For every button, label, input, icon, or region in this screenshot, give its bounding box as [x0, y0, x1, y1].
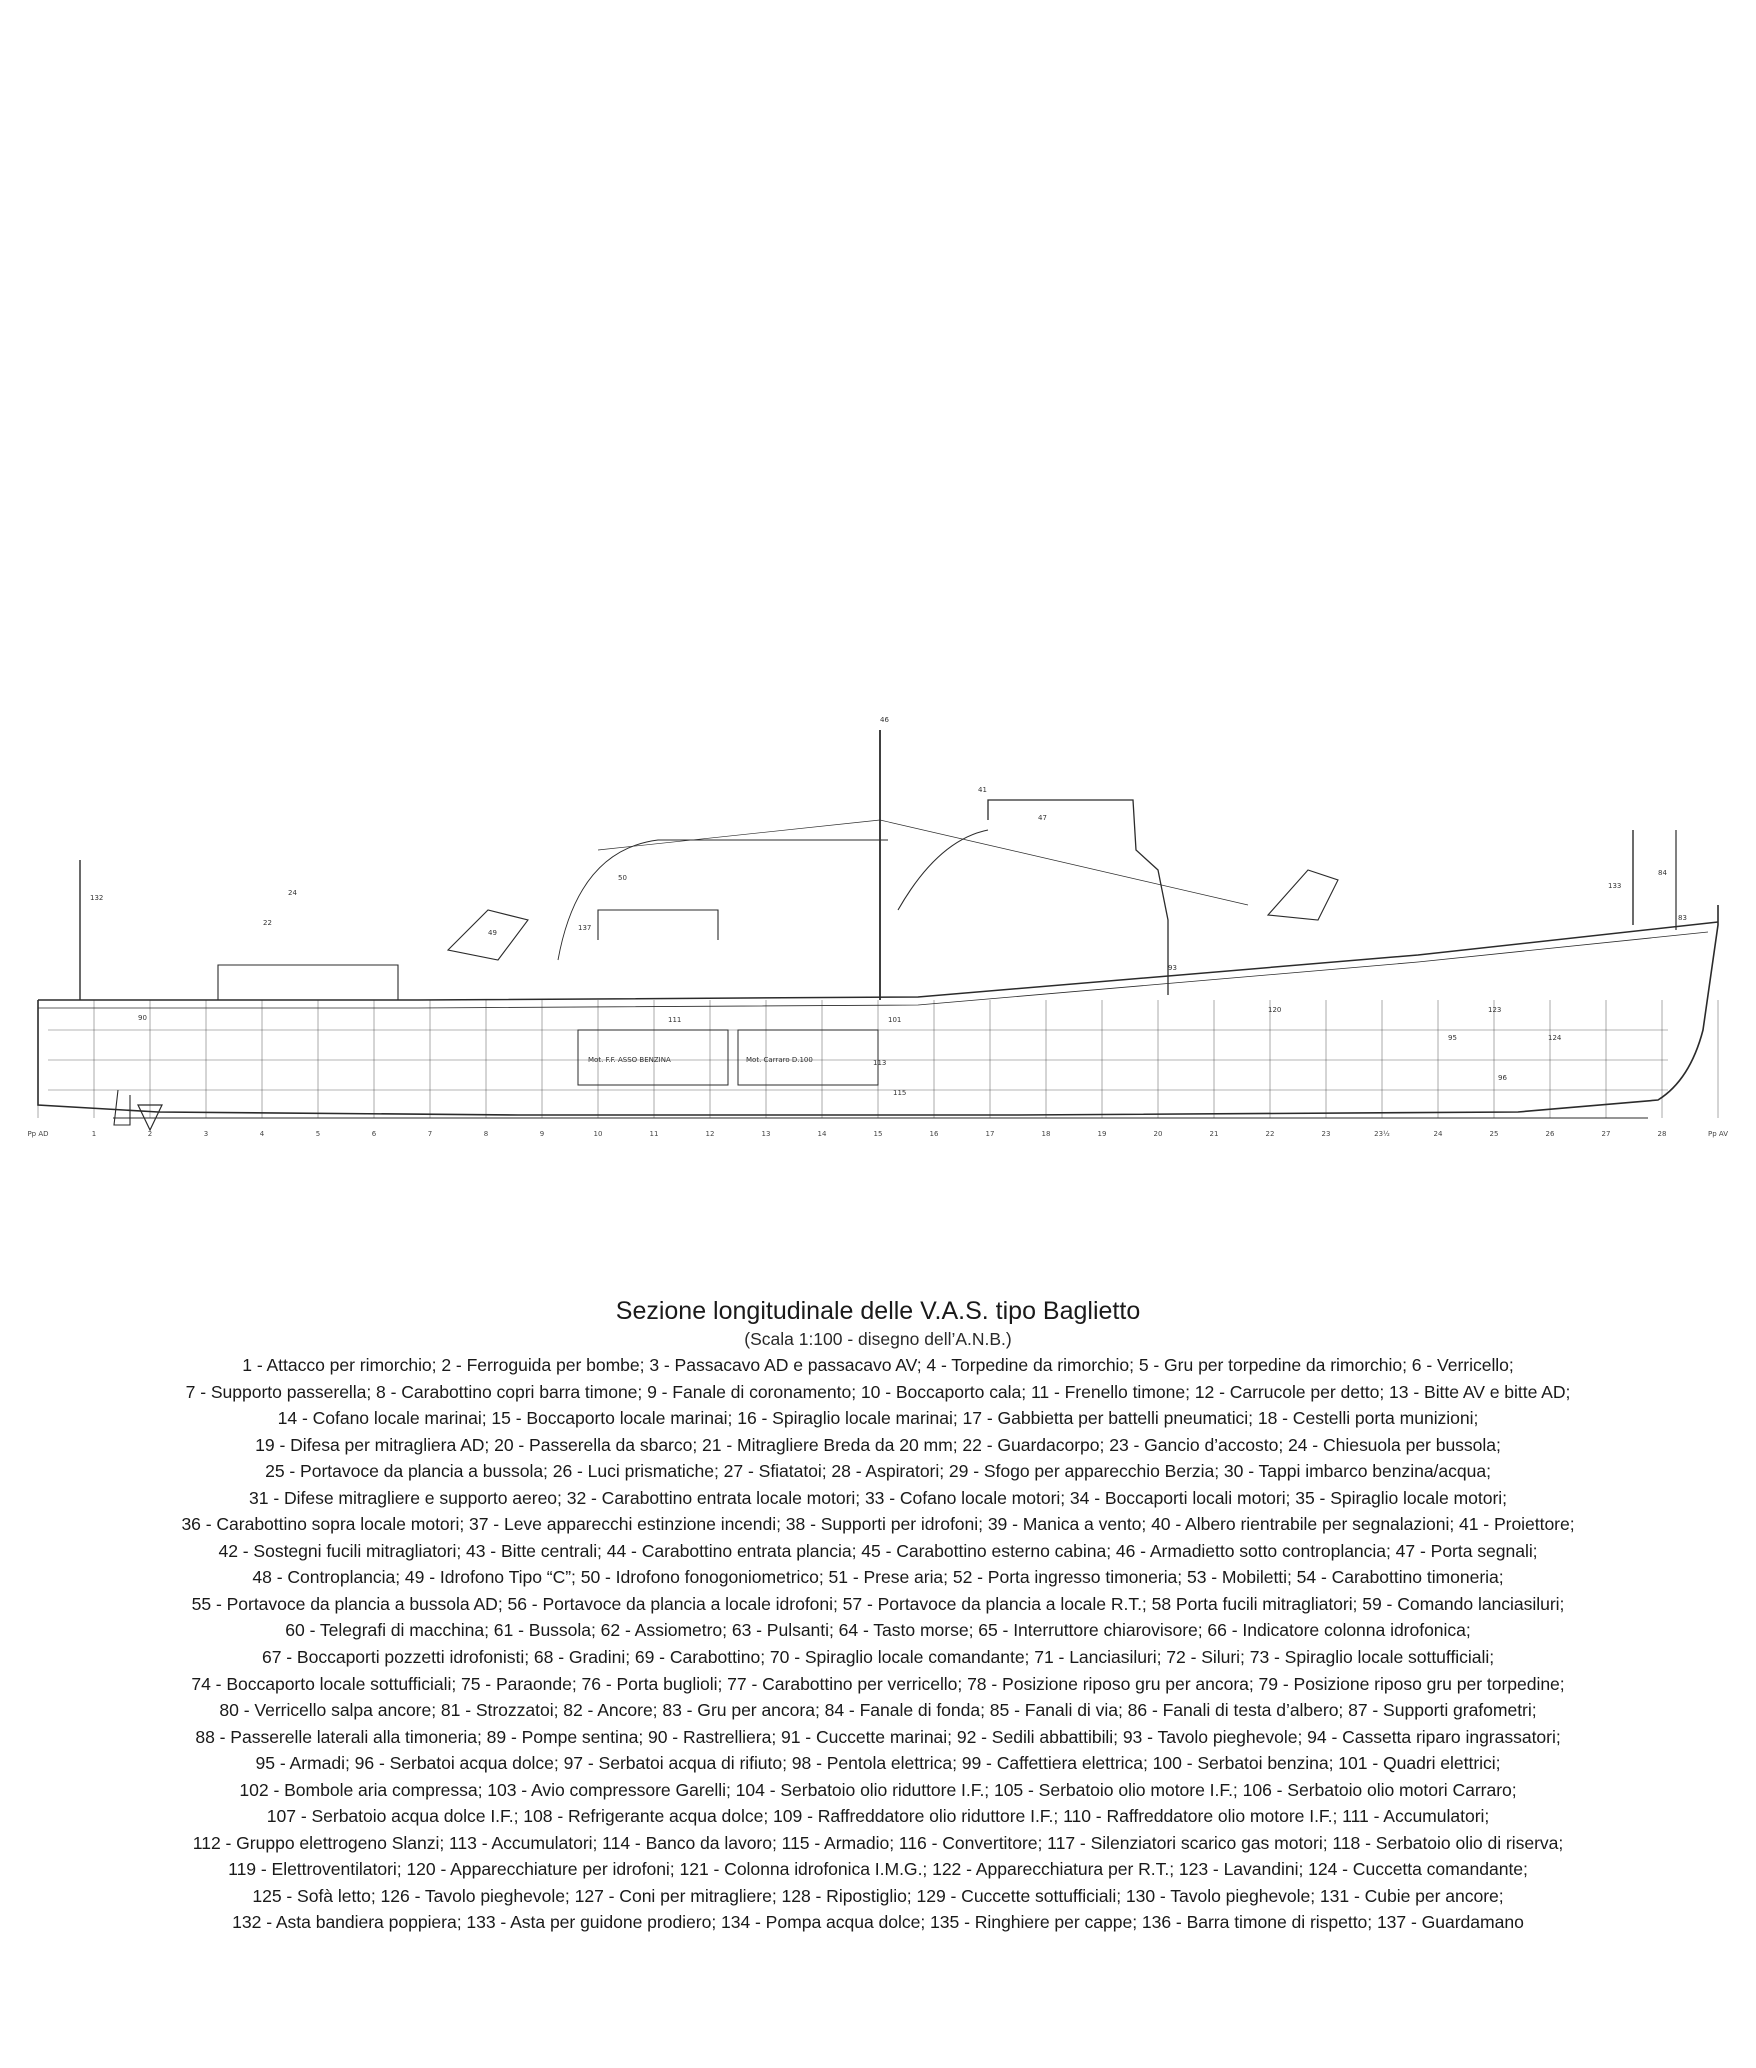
legend-line: 67 - Boccaporti pozzetti idrofonisti; 68 - Gradini; 69 - Carabottino; 70 - Spiraglio locale comandante; 71 - Lanciasiluri; 72 - Siluri; 73 - Spiraglio locale sottufficiali; [261, 1647, 1495, 1668]
legend-line: 36 - Carabottino sopra locale motori; 37 - Leve apparecchi estinzione incendi; 38 - Supporti per idrofoni; 39 - Manica a vento; 40 - Albero rientrabile per segnalazioni; 41 - Proiettore; [181, 1514, 1575, 1535]
callout-number: 133 [1608, 882, 1622, 890]
fore-gun-mount [1268, 870, 1338, 920]
frame-label: 22 [1265, 1130, 1275, 1138]
frame-label: 25 [1489, 1130, 1499, 1138]
diagram-title: Sezione longitudinale delle V.A.S. tipo Baglietto [615, 1297, 1141, 1325]
legend-line: 107 - Serbatoio acqua dolce I.F.; 108 - Refrigerante acqua dolce; 109 - Raffreddatore olio riduttore I.F.; 110 - Raffreddatore olio motore I.F.; 111 - Accumulatori; [266, 1806, 1490, 1827]
legend-line: 31 - Difese mitragliere e supporto aereo; 32 - Carabottino entrata locale motori; 33 - Cofano locale motori; 34 - Boccaporti locali motori; 35 - Spiraglio locale motori; [249, 1487, 1507, 1508]
frame-label: 17 [985, 1130, 995, 1138]
frame-label: 21 [1209, 1130, 1219, 1138]
frame-label: 16 [929, 1130, 939, 1138]
frame-label: Pp AV [1707, 1130, 1729, 1138]
frame-label: 18 [1041, 1130, 1051, 1138]
aft-cabin [218, 965, 398, 1000]
frame-label: 1 [91, 1130, 97, 1138]
frame-label: Pp AD [27, 1130, 49, 1138]
legend-line: 112 - Gruppo elettrogeno Slanzi; 113 - Accumulatori; 114 - Banco da lavoro; 115 - Armadio; 116 - Convertitore; 117 - Silenziatori scarico gas motori; 118 - Serbatoio olio di riserva; [192, 1832, 1564, 1853]
frame-label: 24 [1433, 1130, 1443, 1138]
frame-label: 20 [1153, 1130, 1163, 1138]
legend-line: 25 - Portavoce da plancia a bussola; 26 - Luci prismatiche; 27 - Sfiatatoi; 28 - Aspiratori; 29 - Sfogo per apparecchio Berzia; 30 - Tappi imbarco benzina/acqua; [265, 1461, 1491, 1482]
legend-line: 80 - Verricello salpa ancore; 81 - Strozzatoi; 82 - Ancore; 83 - Gru per ancora; 84 - Fanale di fonda; 85 - Fanali di via; 86 - Fanali di testa d’albero; 87 - Supporti grafometri; [219, 1700, 1537, 1721]
frame-label: 26 [1545, 1130, 1555, 1138]
frame-label: 8 [483, 1130, 489, 1138]
frame-label: 9 [539, 1130, 545, 1138]
callout-number: 24 [288, 889, 297, 897]
callout-number: 95 [1448, 1034, 1457, 1042]
legend-line: 55 - Portavoce da plancia a bussola AD; 56 - Portavoce da plancia a locale idrofoni; 57 - Portavoce da plancia a locale R.T.; 58 Porta fucili mitragliatori; 59 - Comando lanciasiluri; [191, 1593, 1565, 1614]
rudder [114, 1090, 130, 1125]
legend-line: 132 - Asta bandiera poppiera; 133 - Asta per guidone prodiero; 134 - Pompa acqua dolce; 135 - Ringhiere per cappe; 136 - Barra timone di rispetto; 137 - Guardamano [232, 1912, 1524, 1933]
stay-aft [598, 820, 880, 850]
legend-line: 119 - Elettroventilatori; 120 - Apparecchiature per idrofoni; 121 - Colonna idrofonica I.M.G.; 122 - Apparecchiatura per R.T.; 123 - Lavandini; 124 - Cuccetta comandante; [228, 1859, 1528, 1880]
legend-line: 125 - Sofà letto; 126 - Tavolo pieghevole; 127 - Coni per mitragliere; 128 - Ripostiglio; 129 - Cuccette sottufficiali; 130 - Tavolo pieghevole; 131 - Cubie per ancore; [252, 1885, 1504, 1906]
frame-label: 28 [1657, 1130, 1667, 1138]
legend-line: 1 - Attacco per rimorchio; 2 - Ferroguida per bombe; 3 - Passacavo AD e passacavo AV; 4 - Torpedine da rimorchio; 5 - Gru per torpedine da rimorchio; 6 - Verricello; [242, 1355, 1514, 1375]
engine-plate-label: Mot. Carraro D.100 [746, 1056, 813, 1064]
engine-plate-label: Mot. F.F. ASSO BENZINA [588, 1056, 671, 1064]
legend-line: 102 - Bombole aria compressa; 103 - Avio compressore Garelli; 104 - Serbatoio olio riduttore I.F.; 105 - Serbatoio olio motore I.F.; 106 - Serbatoio olio motori Carraro; [239, 1779, 1517, 1800]
caption-block [30, 1295, 1726, 1936]
stay-forward [880, 820, 1248, 905]
callout-number: 113 [873, 1059, 887, 1067]
deck-line [38, 922, 1718, 1000]
frame-label: 14 [817, 1130, 827, 1138]
callout-number: 137 [578, 924, 592, 932]
callout-labels [90, 716, 1687, 1097]
legend-line: 88 - Passerelle laterali alla timoneria; 89 - Pompe sentina; 90 - Rastrelliera; 91 - Cuccette marinai; 92 - Sedili abbattibili; 93 - Tavolo pieghevole; 94 - Cassetta riparo ingrassatori; [195, 1726, 1561, 1747]
legend-line: 74 - Boccaporto locale sottufficiali; 75 - Paraonde; 76 - Porta buglioli; 77 - Carabottino per verricello; 78 - Posizione riposo gru per ancora; 79 - Posizione riposo gru per torpedine; [191, 1673, 1565, 1694]
antenna-arc [558, 840, 888, 960]
frame-label: 7 [427, 1130, 433, 1138]
callout-number: 120 [1268, 1006, 1282, 1014]
callout-number: 46 [880, 716, 889, 724]
wheelhouse [988, 800, 1168, 995]
callout-number: 50 [618, 874, 627, 882]
callout-number: 115 [893, 1089, 907, 1097]
callout-number: 123 [1488, 1006, 1502, 1014]
legend-line: 95 - Armadi; 96 - Serbatoi acqua dolce; 97 - Serbatoi acqua di rifiuto; 98 - Pentola elettrica; 99 - Caffettiera elettrica; 100 - Serbatoi benzina; 101 - Quadri elettrici; [255, 1753, 1501, 1774]
frame-label: 3 [203, 1130, 209, 1138]
callout-number: 132 [90, 894, 104, 902]
callout-number: 41 [978, 786, 987, 794]
callout-number: 84 [1658, 869, 1667, 877]
frame-label: 10 [593, 1130, 603, 1138]
callout-number: 22 [263, 919, 272, 927]
callout-number: 90 [138, 1014, 147, 1022]
frame-label: 6 [371, 1130, 377, 1138]
callout-number: 49 [488, 929, 497, 937]
frame-label: 2 [147, 1130, 153, 1138]
frame-label: 15 [873, 1130, 883, 1138]
frame-label: 19 [1097, 1130, 1107, 1138]
legend-line: 7 - Supporto passerella; 8 - Carabottino copri barra timone; 9 - Fanale di coronamento; 10 - Boccaporto cala; 11 - Frenello timone; 12 - Carrucole per detto; 13 - Bitte AV e bitte AD; [185, 1381, 1571, 1402]
callout-number: 96 [1498, 1074, 1507, 1082]
callout-number: 111 [668, 1016, 682, 1024]
frame-label: 27 [1601, 1130, 1611, 1138]
callout-number: 101 [888, 1016, 902, 1024]
legend-line: 60 - Telegrafi di macchina; 61 - Bussola; 62 - Assiometro; 63 - Pulsanti; 64 - Tasto morse; 65 - Interruttore chiarovisore; 66 - Indicatore colonna idrofonica; [285, 1620, 1471, 1641]
frame-label: 11 [649, 1130, 659, 1138]
callout-number: 124 [1548, 1034, 1562, 1042]
callout-number: 83 [1678, 914, 1687, 922]
diagram-subtitle: (Scala 1:100 - disegno dell’A.N.B.) [744, 1329, 1012, 1349]
ship-longitudinal-section-drawing [18, 700, 1738, 1200]
legend-line: 19 - Difesa per mitragliera AD; 20 - Passerella da sbarco; 21 - Mitragliere Breda da 20 mm; 22 - Guardacorpo; 23 - Gancio d’accosto; 24 - Chiesuola per bussola; [255, 1434, 1501, 1455]
frame-label: 4 [259, 1130, 265, 1138]
cabin-top [598, 910, 718, 940]
legend [30, 1352, 1726, 1936]
callout-number: 93 [1168, 964, 1177, 972]
frame-label: 12 [705, 1130, 715, 1138]
frame-label: 5 [315, 1130, 321, 1138]
legend-line: 14 - Cofano locale marinai; 15 - Boccaporto locale marinai; 16 - Spiraglio locale marinai; 17 - Gabbietta per battelli pneumatici; 18 - Cestelli porta munizioni; [277, 1408, 1479, 1429]
legend-line: 42 - Sostegni fucili mitragliatori; 43 - Bitte centrali; 44 - Carabottino entrata plancia; 45 - Carabottino esterno cabina; 46 - Armadietto sotto controplancia; 47 - Porta segnali; [218, 1540, 1538, 1561]
frame-label: 13 [761, 1130, 771, 1138]
callout-number: 47 [1038, 814, 1047, 822]
frame-label: 23½ [1374, 1130, 1390, 1138]
frame-labels [27, 1130, 1728, 1138]
frame-label: 23 [1321, 1130, 1331, 1138]
legend-line: 48 - Controplancia; 49 - Idrofono Tipo “C”; 50 - Idrofono fonogoniometrico; 51 - Prese aria; 52 - Porta ingresso timoneria; 53 - Mobiletti; 54 - Carabottino timoneria; [252, 1567, 1504, 1588]
